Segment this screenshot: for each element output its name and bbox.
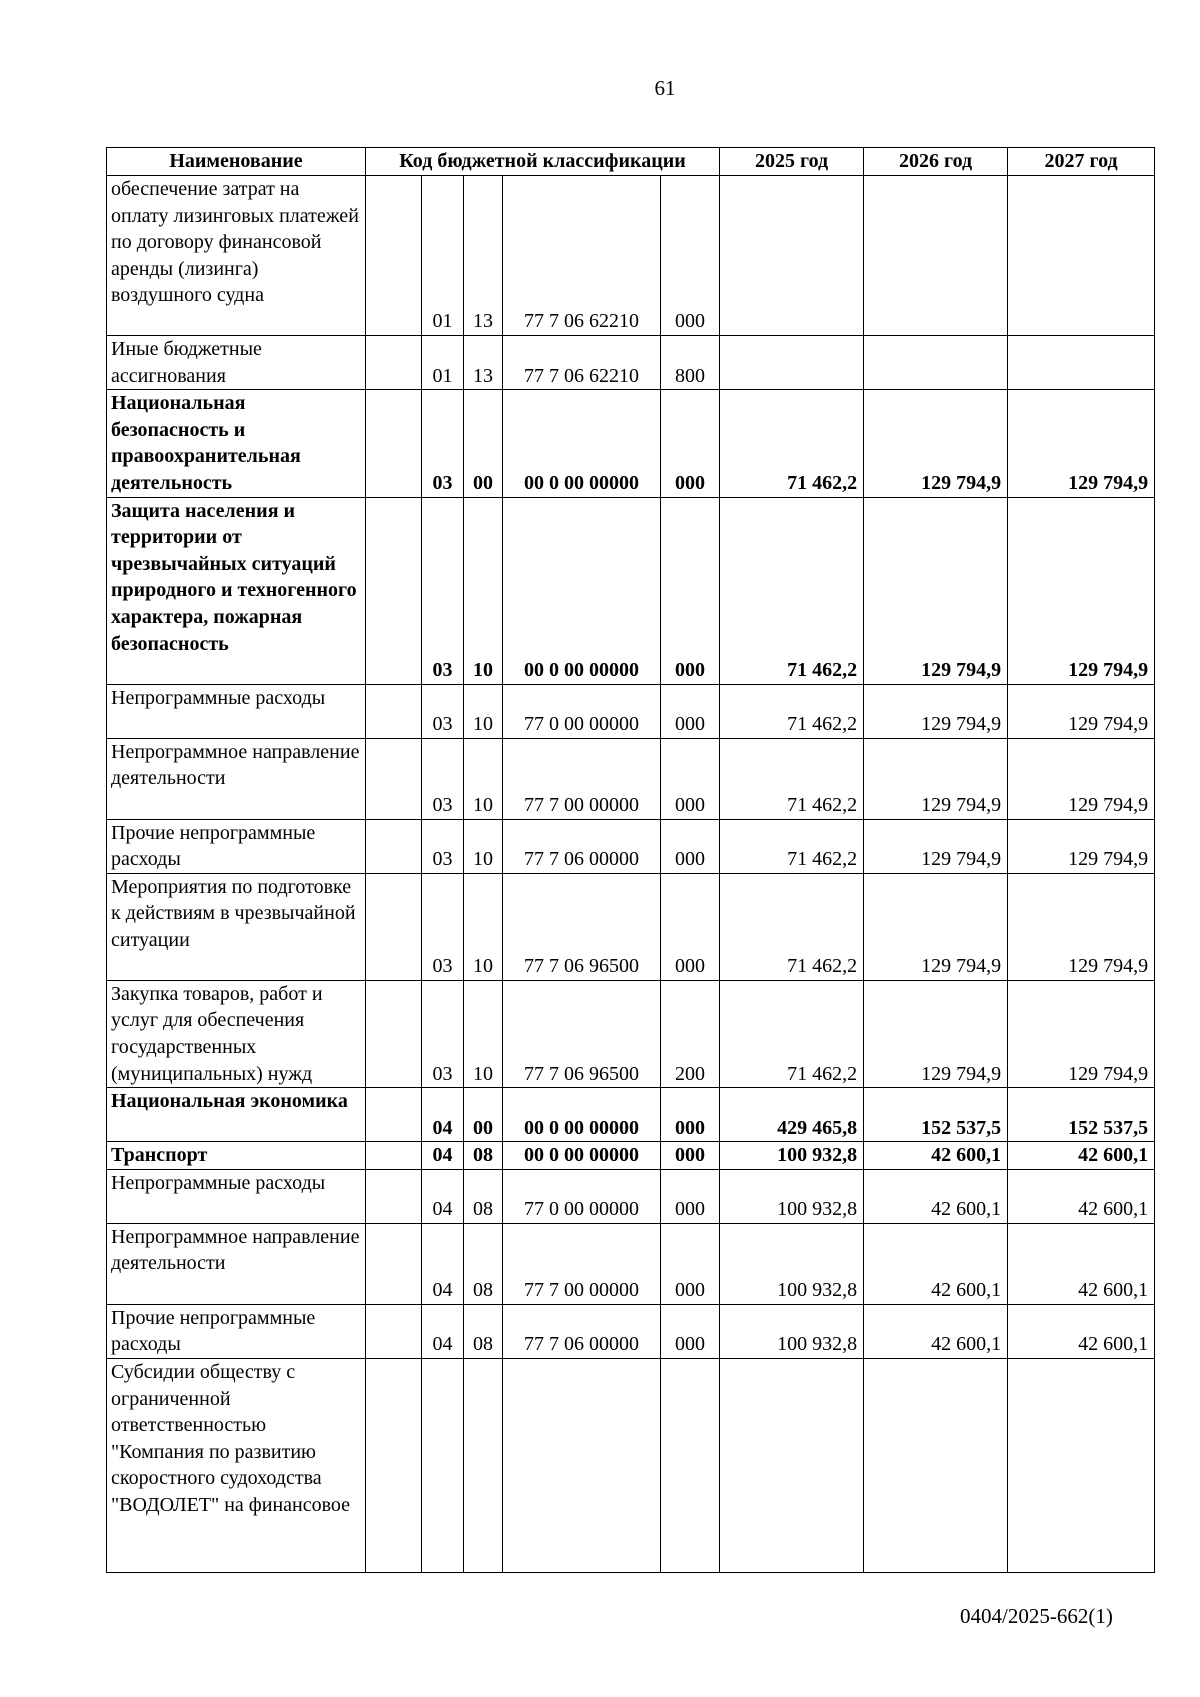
code-section: 01 <box>422 176 464 336</box>
table-row <box>107 390 1155 497</box>
code-part-1 <box>366 873 422 980</box>
row-name: Непрограммное направление деятельности <box>107 738 366 819</box>
code-part-1 <box>366 336 422 390</box>
code-part-1 <box>366 1223 422 1304</box>
row-name: Транспорт <box>107 1142 366 1170</box>
value-2027: 129 794,9 <box>1008 684 1155 738</box>
code-part-1 <box>366 1142 422 1170</box>
table-row <box>107 1088 1155 1142</box>
code-section: 04 <box>422 1088 464 1142</box>
row-name: Прочие непрограммные расходы <box>107 1304 366 1358</box>
value-2025 <box>720 1358 864 1572</box>
table-row <box>107 873 1155 980</box>
code-target-article: 77 7 00 00000 <box>503 1223 661 1304</box>
value-2027: 129 794,9 <box>1008 497 1155 684</box>
row-name: Прочие непрограммные расходы <box>107 819 366 873</box>
code-expense-type: 000 <box>661 1169 720 1223</box>
code-section: 03 <box>422 738 464 819</box>
row-name: Защита населения и территории от чрезвычайных ситуаций природного и техногенного характера, пожарная безопасность <box>107 497 366 684</box>
code-expense-type: 000 <box>661 684 720 738</box>
value-2026: 42 600,1 <box>864 1142 1008 1170</box>
code-expense-type: 000 <box>661 1304 720 1358</box>
code-target-article: 00 0 00 00000 <box>503 1088 661 1142</box>
code-section: 03 <box>422 873 464 980</box>
code-part-1 <box>366 980 422 1087</box>
code-subsection: 10 <box>464 980 503 1087</box>
value-2025: 100 932,8 <box>720 1169 864 1223</box>
row-name: Непрограммное направление деятельности <box>107 1223 366 1304</box>
code-expense-type: 000 <box>661 176 720 336</box>
code-section: 03 <box>422 980 464 1087</box>
table-row <box>107 176 1155 336</box>
value-2025: 71 462,2 <box>720 390 864 497</box>
code-target-article: 77 7 06 62210 <box>503 176 661 336</box>
code-target-article: 00 0 00 00000 <box>503 497 661 684</box>
code-part-1 <box>366 1088 422 1142</box>
code-expense-type: 000 <box>661 497 720 684</box>
page-number: 61 <box>654 76 676 100</box>
value-2025: 100 932,8 <box>720 1223 864 1304</box>
value-2027: 129 794,9 <box>1008 980 1155 1087</box>
code-section: 04 <box>422 1169 464 1223</box>
code-target-article: 00 0 00 00000 <box>503 390 661 497</box>
code-target-article: 77 7 00 00000 <box>503 738 661 819</box>
header-name: Наименование <box>107 148 366 176</box>
value-2025: 71 462,2 <box>720 497 864 684</box>
table-row <box>107 497 1155 684</box>
code-part-1 <box>366 497 422 684</box>
code-subsection: 08 <box>464 1142 503 1170</box>
header-2025: 2025 год <box>720 148 864 176</box>
value-2027: 129 794,9 <box>1008 819 1155 873</box>
code-target-article: 77 7 06 96500 <box>503 980 661 1087</box>
table-row <box>107 980 1155 1087</box>
table-row <box>107 1142 1155 1170</box>
value-2025: 100 932,8 <box>720 1142 864 1170</box>
value-2025: 100 932,8 <box>720 1304 864 1358</box>
header-2026: 2026 год <box>864 148 1008 176</box>
code-section <box>422 1358 464 1572</box>
value-2027: 152 537,5 <box>1008 1088 1155 1142</box>
code-subsection: 00 <box>464 1088 503 1142</box>
code-subsection: 13 <box>464 176 503 336</box>
row-name: обеспечение затрат на оплату лизинговых платежей по договору финансовой аренды (лизинга) воздушного судна <box>107 176 366 336</box>
value-2027 <box>1008 336 1155 390</box>
value-2025: 71 462,2 <box>720 738 864 819</box>
value-2027: 42 600,1 <box>1008 1169 1155 1223</box>
value-2026: 152 537,5 <box>864 1088 1008 1142</box>
code-target-article: 77 7 06 96500 <box>503 873 661 980</box>
value-2027: 129 794,9 <box>1008 873 1155 980</box>
code-part-1 <box>366 738 422 819</box>
row-name: Закупка товаров, работ и услуг для обеспечения государственных (муниципальных) нужд <box>107 980 366 1087</box>
value-2026 <box>864 336 1008 390</box>
code-expense-type: 000 <box>661 873 720 980</box>
value-2026: 42 600,1 <box>864 1169 1008 1223</box>
code-expense-type: 000 <box>661 390 720 497</box>
code-expense-type <box>661 1358 720 1572</box>
code-subsection: 10 <box>464 684 503 738</box>
value-2026: 42 600,1 <box>864 1304 1008 1358</box>
code-expense-type: 200 <box>661 980 720 1087</box>
code-section: 04 <box>422 1304 464 1358</box>
table-row <box>107 336 1155 390</box>
code-section: 03 <box>422 684 464 738</box>
row-name: Иные бюджетные ассигнования <box>107 336 366 390</box>
value-2026: 129 794,9 <box>864 390 1008 497</box>
code-target-article: 77 7 06 62210 <box>503 336 661 390</box>
value-2027 <box>1008 1358 1155 1572</box>
code-subsection: 08 <box>464 1304 503 1358</box>
value-2026: 129 794,9 <box>864 819 1008 873</box>
value-2025: 71 462,2 <box>720 819 864 873</box>
table-row <box>107 819 1155 873</box>
value-2025: 429 465,8 <box>720 1088 864 1142</box>
table-row <box>107 738 1155 819</box>
row-name: Субсидии обществу с ограниченной ответственностью "Компания по развитию скоростного судоходства "ВОДОЛЕТ" на финансовое <box>107 1358 366 1572</box>
code-subsection: 08 <box>464 1223 503 1304</box>
code-section: 01 <box>422 336 464 390</box>
code-target-article: 77 0 00 00000 <box>503 1169 661 1223</box>
code-expense-type: 000 <box>661 1223 720 1304</box>
code-part-1 <box>366 1304 422 1358</box>
code-target-article: 77 7 06 00000 <box>503 1304 661 1358</box>
table-row <box>107 1358 1155 1572</box>
value-2025: 71 462,2 <box>720 980 864 1087</box>
document-code: 0404/2025-662(1) <box>960 1604 1113 1628</box>
table-row <box>107 1223 1155 1304</box>
code-section: 04 <box>422 1223 464 1304</box>
value-2026: 129 794,9 <box>864 980 1008 1087</box>
value-2026 <box>864 1358 1008 1572</box>
row-name: Национальная экономика <box>107 1088 366 1142</box>
value-2026 <box>864 176 1008 336</box>
code-expense-type: 000 <box>661 819 720 873</box>
value-2025: 71 462,2 <box>720 873 864 980</box>
code-part-1 <box>366 1169 422 1223</box>
code-expense-type: 000 <box>661 1088 720 1142</box>
value-2025 <box>720 176 864 336</box>
code-subsection <box>464 1358 503 1572</box>
code-section: 03 <box>422 390 464 497</box>
code-target-article: 77 0 00 00000 <box>503 684 661 738</box>
value-2025: 71 462,2 <box>720 684 864 738</box>
code-part-1 <box>366 684 422 738</box>
value-2027 <box>1008 176 1155 336</box>
table-row <box>107 684 1155 738</box>
table-header <box>107 148 1155 176</box>
table-row <box>107 1304 1155 1358</box>
code-part-1 <box>366 819 422 873</box>
value-2027: 129 794,9 <box>1008 390 1155 497</box>
value-2025 <box>720 336 864 390</box>
row-name: Национальная безопасность и правоохранительная деятельность <box>107 390 366 497</box>
code-subsection: 10 <box>464 738 503 819</box>
code-part-1 <box>366 1358 422 1572</box>
code-part-1 <box>366 390 422 497</box>
value-2026: 129 794,9 <box>864 738 1008 819</box>
value-2027: 42 600,1 <box>1008 1223 1155 1304</box>
code-subsection: 10 <box>464 819 503 873</box>
row-name: Мероприятия по подготовке к действиям в чрезвычайной ситуации <box>107 873 366 980</box>
code-expense-type: 800 <box>661 336 720 390</box>
code-expense-type: 000 <box>661 1142 720 1170</box>
code-section: 03 <box>422 819 464 873</box>
table-row <box>107 1169 1155 1223</box>
code-target-article <box>503 1358 661 1572</box>
code-subsection: 10 <box>464 873 503 980</box>
value-2027: 42 600,1 <box>1008 1304 1155 1358</box>
code-expense-type: 000 <box>661 738 720 819</box>
code-section: 04 <box>422 1142 464 1170</box>
budget-table <box>106 147 1155 1573</box>
value-2026: 129 794,9 <box>864 684 1008 738</box>
code-subsection: 10 <box>464 497 503 684</box>
value-2026: 129 794,9 <box>864 497 1008 684</box>
code-target-article: 00 0 00 00000 <box>503 1142 661 1170</box>
code-subsection: 08 <box>464 1169 503 1223</box>
code-section: 03 <box>422 497 464 684</box>
row-name: Непрограммные расходы <box>107 1169 366 1223</box>
value-2026: 129 794,9 <box>864 873 1008 980</box>
header-code: Код бюджетной классификации <box>366 148 720 176</box>
code-subsection: 13 <box>464 336 503 390</box>
value-2027: 129 794,9 <box>1008 738 1155 819</box>
row-name: Непрограммные расходы <box>107 684 366 738</box>
code-target-article: 77 7 06 00000 <box>503 819 661 873</box>
value-2027: 42 600,1 <box>1008 1142 1155 1170</box>
code-part-1 <box>366 176 422 336</box>
header-2027: 2027 год <box>1008 148 1155 176</box>
code-subsection: 00 <box>464 390 503 497</box>
value-2026: 42 600,1 <box>864 1223 1008 1304</box>
